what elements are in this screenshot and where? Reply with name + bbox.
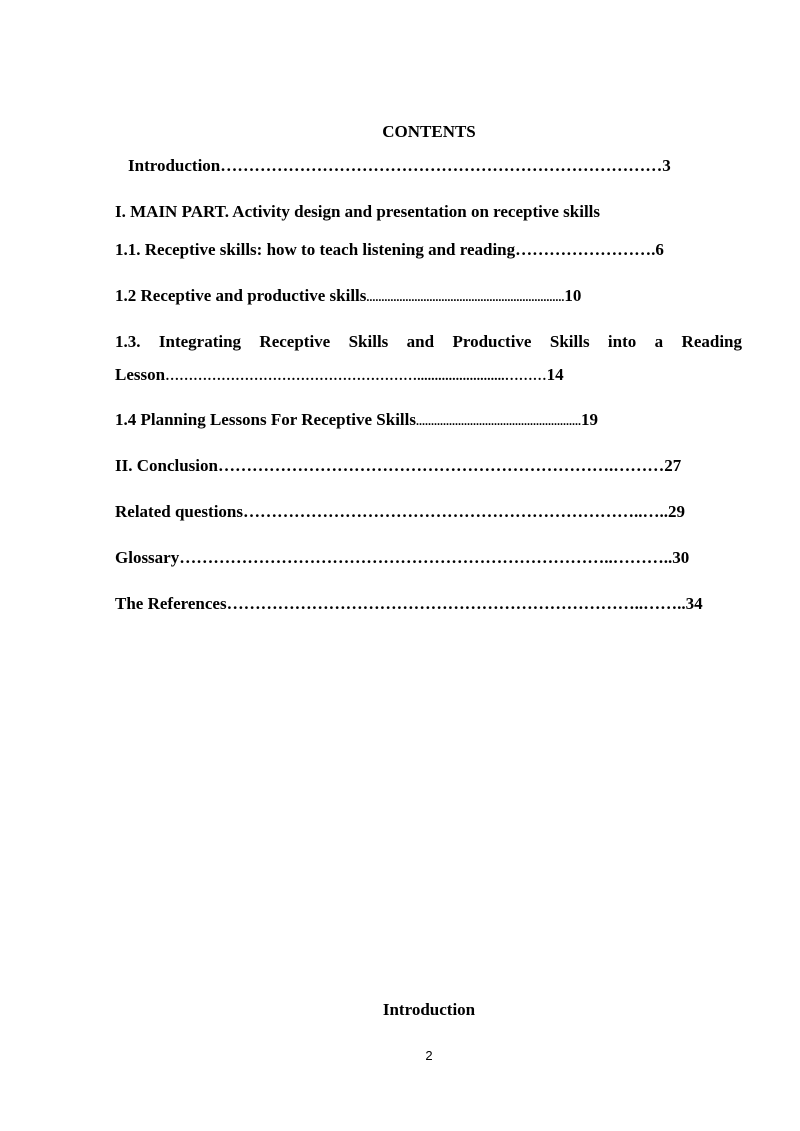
toc-entry-1-3-line1[interactable]: [115, 331, 742, 353]
toc-entry-conclusion[interactable]: [115, 455, 681, 477]
toc-entry-1-2[interactable]: [115, 285, 581, 308]
toc-entry-text: II. Conclusion: [115, 456, 218, 475]
toc-entry-text: 1.2 Receptive and productive skills: [115, 286, 367, 305]
toc-entry-text: I. MAIN PART. Activity design and presentation on receptive skills: [115, 202, 601, 221]
toc-entry-1-1[interactable]: [115, 239, 664, 261]
toc-entry-references[interactable]: [115, 593, 703, 615]
next-section-heading: Introduction: [382, 1000, 476, 1019]
toc-entry-text: 1.3. Integrating Receptive Skills and Productive Skills into a Reading: [115, 332, 742, 351]
toc-leader-dots: .......................................................: [416, 414, 581, 428]
toc-leader-dots: ……………………………………………….........................………: [165, 369, 547, 384]
toc-entry-text: Lesson: [115, 365, 166, 384]
toc-entry-text: 1.4 Planning Lessons For Receptive Skills: [115, 410, 416, 429]
page-number: 2: [425, 1048, 433, 1063]
toc-entry-main-part[interactable]: [115, 201, 600, 223]
toc-leader-dots: …………………………………………………………………..………..: [179, 548, 673, 567]
toc-page-number: 10: [564, 286, 582, 305]
toc-entry-glossary[interactable]: [115, 547, 689, 569]
toc-entry-text: Related questions: [115, 502, 243, 521]
toc-page-number: 19: [581, 410, 598, 429]
contents-title: CONTENTS: [382, 122, 476, 141]
toc-entry-text: Introduction: [128, 156, 221, 175]
toc-entry-related-questions[interactable]: [115, 501, 685, 523]
toc-page-number: 29: [667, 502, 685, 521]
toc-entry-text: 1.1. Receptive skills: how to teach listening and reading: [115, 240, 516, 259]
toc-leader-dots: ……………………………………………………………..…..: [242, 502, 668, 521]
toc-page-number: 3: [662, 156, 671, 175]
toc-page-number: 6: [655, 240, 664, 259]
toc-page-number: 34: [685, 594, 703, 613]
toc-leader-dots: ……………………………………………………………………: [220, 156, 663, 175]
toc-page-number: 30: [672, 548, 690, 567]
toc-entry-text: Glossary: [115, 548, 180, 567]
toc-page-number: 14: [546, 365, 564, 384]
toc-entry-text: The References: [115, 594, 227, 613]
toc-leader-dots: …………………….: [515, 240, 656, 259]
toc-entry-1-4[interactable]: [115, 409, 598, 432]
toc-page-number: 27: [664, 456, 682, 475]
toc-leader-dots: …………………………………………………………….………: [217, 456, 665, 475]
toc-leader-dots: ………………………………………………………………..……..: [226, 594, 686, 613]
toc-leader-dots: ..................................................................: [366, 290, 565, 304]
toc-entry-introduction[interactable]: [128, 155, 671, 177]
toc-entry-1-3[interactable]: [115, 364, 564, 388]
